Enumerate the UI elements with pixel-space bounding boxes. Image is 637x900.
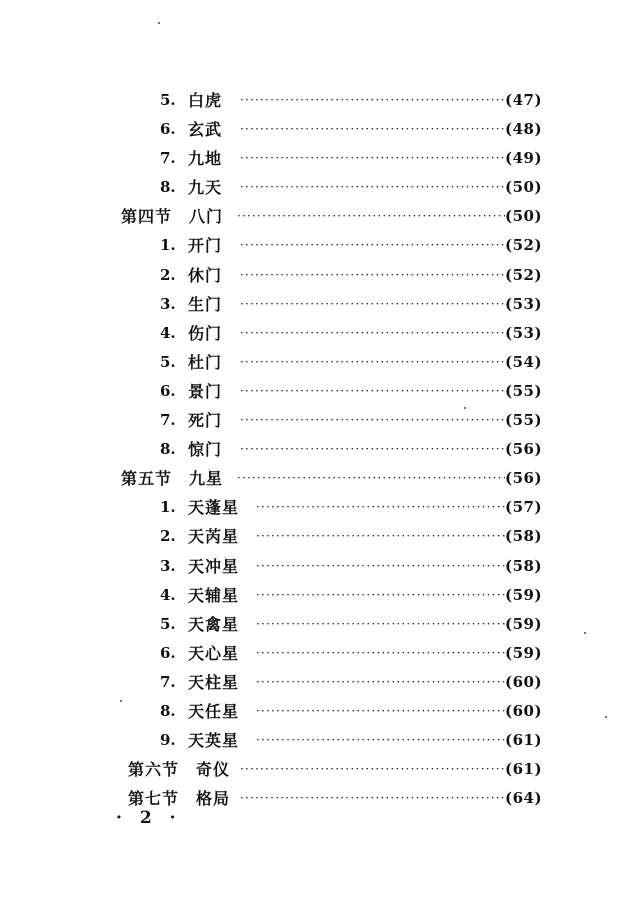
toc-entry bbox=[0, 435, 637, 464]
dot-leader bbox=[240, 86, 505, 115]
toc-entry bbox=[0, 493, 637, 522]
entry-title: 景门 bbox=[188, 381, 223, 401]
toc-entry bbox=[0, 668, 637, 697]
entry-page-number: (59) bbox=[505, 585, 543, 604]
toc-entry bbox=[0, 144, 637, 173]
dot-leader bbox=[240, 144, 505, 173]
entry-title: 天任星 bbox=[188, 701, 240, 721]
dot-leader bbox=[240, 115, 505, 144]
entry-page-number: (50) bbox=[505, 178, 543, 197]
entry-page-number: (60) bbox=[505, 701, 543, 720]
toc-section-entry bbox=[0, 784, 637, 813]
entry-number: 4. bbox=[160, 585, 176, 604]
toc-entry bbox=[0, 86, 637, 115]
entry-title: 惊门 bbox=[188, 440, 223, 460]
entry-number: 5. bbox=[160, 352, 176, 371]
toc-entry bbox=[0, 726, 637, 755]
entry-page-number: (61) bbox=[505, 760, 543, 779]
dot-leader bbox=[240, 231, 505, 260]
entry-page-number: (50) bbox=[505, 207, 543, 226]
dot-leader bbox=[240, 435, 505, 464]
dot-leader bbox=[240, 319, 505, 348]
entry-page-number: (61) bbox=[505, 731, 543, 750]
entry-page-number: (47) bbox=[505, 91, 543, 109]
entry-number: 7. bbox=[160, 411, 176, 430]
entry-number: 1. bbox=[160, 498, 176, 517]
entry-page-number: (55) bbox=[505, 381, 543, 400]
toc-entry bbox=[0, 610, 637, 639]
entry-page-number: (52) bbox=[505, 236, 543, 255]
dot-leader bbox=[237, 202, 505, 231]
entry-title: 天冲星 bbox=[188, 556, 240, 576]
entry-page-number: (58) bbox=[505, 556, 543, 575]
entry-number: 5. bbox=[160, 614, 176, 633]
entry-page-number: (56) bbox=[505, 440, 543, 459]
entry-title: 天柱星 bbox=[188, 672, 240, 692]
page-number-footer: · 2 · bbox=[116, 808, 182, 828]
entry-page-number: (53) bbox=[505, 323, 543, 342]
entry-number: 2. bbox=[160, 265, 176, 284]
dot-leader bbox=[240, 755, 505, 784]
toc-entry bbox=[0, 319, 637, 348]
dot-leader bbox=[256, 552, 505, 581]
section-title: 第五节 九星 bbox=[121, 469, 224, 489]
entry-page-number: (49) bbox=[505, 149, 543, 168]
toc-entry bbox=[0, 552, 637, 581]
entry-number: 7. bbox=[160, 149, 176, 168]
dot-leader bbox=[256, 639, 505, 668]
scan-speck bbox=[584, 632, 586, 634]
entry-title: 生门 bbox=[188, 294, 223, 314]
toc-entry bbox=[0, 406, 637, 435]
entry-page-number: (56) bbox=[505, 469, 543, 488]
dot-leader bbox=[256, 610, 505, 639]
entry-number: 1. bbox=[160, 236, 176, 255]
entry-number: 8. bbox=[160, 440, 176, 459]
dot-leader bbox=[237, 464, 505, 493]
section-title: 第六节 奇仪 bbox=[128, 760, 231, 780]
toc-entry bbox=[0, 261, 637, 290]
entry-number: 6. bbox=[160, 120, 176, 139]
scan-speck bbox=[158, 22, 160, 24]
toc-entry bbox=[0, 377, 637, 406]
scan-speck bbox=[605, 716, 607, 718]
toc-entry bbox=[0, 581, 637, 610]
entry-number: 6. bbox=[160, 643, 176, 662]
table-of-contents bbox=[0, 86, 637, 813]
entry-title: 天蓬星 bbox=[188, 498, 240, 518]
entry-title: 死门 bbox=[188, 411, 223, 431]
section-title: 第七节 格局 bbox=[128, 789, 231, 809]
dot-leader bbox=[240, 290, 505, 319]
toc-entry bbox=[0, 173, 637, 202]
entry-title: 玄武 bbox=[188, 120, 223, 140]
scan-speck bbox=[120, 700, 122, 702]
entry-page-number: (59) bbox=[505, 643, 543, 662]
entry-page-number: (57) bbox=[505, 498, 543, 517]
entry-number: 4. bbox=[160, 323, 176, 342]
entry-title: 天英星 bbox=[188, 731, 240, 751]
entry-number: 6. bbox=[160, 381, 176, 400]
entry-page-number: (59) bbox=[505, 614, 543, 633]
entry-title: 天辅星 bbox=[188, 585, 240, 605]
scan-speck bbox=[464, 407, 466, 409]
toc-entry bbox=[0, 522, 637, 551]
toc-section-entry bbox=[0, 202, 637, 231]
entry-number: 9. bbox=[160, 731, 176, 750]
toc-section-entry bbox=[0, 464, 637, 493]
entry-page-number: (64) bbox=[505, 789, 543, 808]
entry-title: 九天 bbox=[188, 178, 223, 198]
entry-page-number: (54) bbox=[505, 352, 543, 371]
entry-page-number: (55) bbox=[505, 411, 543, 430]
toc-entry bbox=[0, 348, 637, 377]
entry-title: 白虎 bbox=[188, 91, 223, 110]
entry-title: 天心星 bbox=[188, 643, 240, 663]
dot-leader bbox=[240, 173, 505, 202]
dot-leader bbox=[256, 697, 505, 726]
entry-page-number: (48) bbox=[505, 120, 543, 139]
dot-leader bbox=[240, 261, 505, 290]
entry-title: 天芮星 bbox=[188, 527, 240, 547]
entry-number: 8. bbox=[160, 178, 176, 197]
entry-page-number: (58) bbox=[505, 527, 543, 546]
toc-entry bbox=[0, 639, 637, 668]
toc-section-entry bbox=[0, 755, 637, 784]
entry-title: 休门 bbox=[188, 265, 223, 285]
dot-leader bbox=[240, 784, 505, 813]
dot-leader bbox=[256, 668, 505, 697]
entry-number: 8. bbox=[160, 701, 176, 720]
toc-entry bbox=[0, 231, 637, 260]
entry-title: 九地 bbox=[188, 149, 223, 169]
dot-leader bbox=[256, 493, 505, 522]
dot-leader bbox=[240, 348, 505, 377]
dot-leader bbox=[256, 726, 505, 755]
entry-title: 天禽星 bbox=[188, 614, 240, 634]
dot-leader bbox=[240, 377, 505, 406]
entry-number: 7. bbox=[160, 672, 176, 691]
dot-leader bbox=[240, 406, 505, 435]
entry-title: 伤门 bbox=[188, 323, 223, 343]
entry-number: 3. bbox=[160, 294, 176, 313]
entry-page-number: (53) bbox=[505, 294, 543, 313]
entry-number: 2. bbox=[160, 527, 176, 546]
entry-page-number: (52) bbox=[505, 265, 543, 284]
toc-entry bbox=[0, 290, 637, 319]
toc-entry bbox=[0, 115, 637, 144]
dot-leader bbox=[256, 581, 505, 610]
entry-number: 3. bbox=[160, 556, 176, 575]
dot-leader bbox=[256, 522, 505, 551]
toc-entry bbox=[0, 697, 637, 726]
entry-title: 杜门 bbox=[188, 352, 223, 372]
section-title: 第四节 八门 bbox=[121, 207, 224, 227]
entry-title: 开门 bbox=[188, 236, 223, 256]
entry-page-number: (60) bbox=[505, 672, 543, 691]
entry-number: 5. bbox=[160, 91, 176, 109]
